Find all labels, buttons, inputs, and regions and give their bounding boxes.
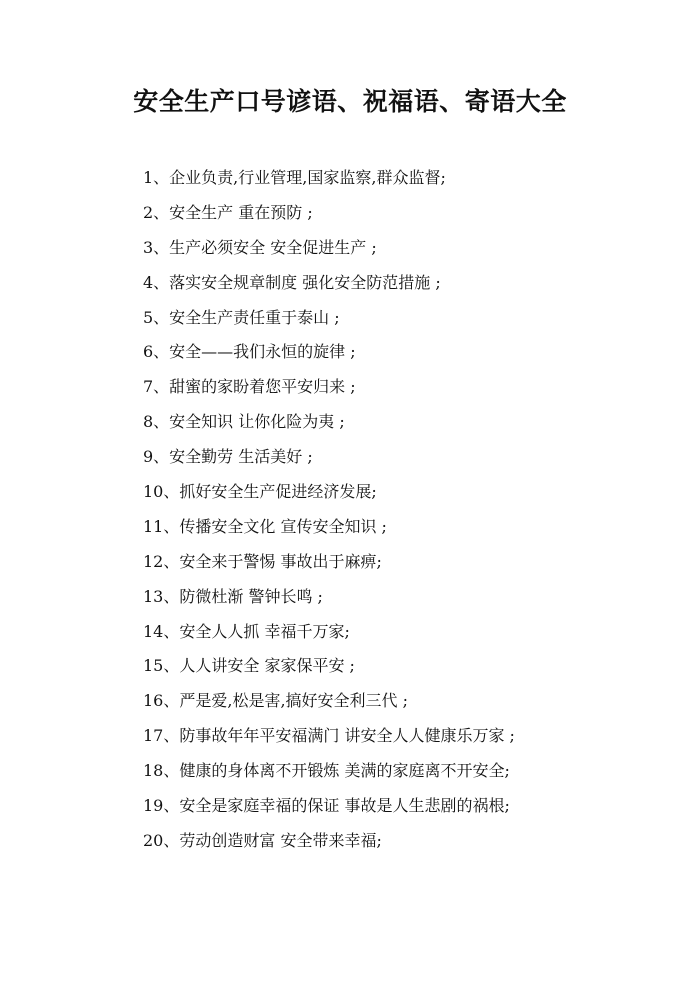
list-item: 4、落实安全规章制度 强化安全防范措施 ; bbox=[143, 272, 441, 292]
list-item: 14、安全人人抓 幸福千万家; bbox=[143, 621, 350, 641]
list-item: 13、防微杜渐 警钟长鸣 ; bbox=[143, 586, 323, 606]
list-item: 6、安全——我们永恒的旋律 ; bbox=[143, 342, 356, 362]
list-item: 8、安全知识 让你化险为夷 ; bbox=[143, 412, 345, 432]
slogan-list bbox=[143, 161, 683, 859]
list-item: 16、严是爱,松是害,搞好安全利三代 ; bbox=[143, 691, 409, 711]
list-item: 12、安全来于警惕 事故出于麻痹; bbox=[143, 551, 382, 571]
list-item: 5、安全生产责任重于泰山 ; bbox=[143, 307, 340, 327]
document-title: 安全生产口号谚语、祝福语、寄语大全 bbox=[133, 87, 567, 116]
list-item: 18、健康的身体离不开锻炼 美满的家庭离不开安全; bbox=[143, 761, 510, 781]
list-item: 1、企业负责,行业管理,国家监察,群众监督; bbox=[143, 168, 446, 187]
list-item: 7、甜蜜的家盼着您平安归来 ; bbox=[143, 377, 356, 397]
list-item: 19、安全是家庭幸福的保证 事故是人生悲剧的祸根; bbox=[143, 796, 510, 816]
list-item: 3、生产必须安全 安全促进生产 ; bbox=[143, 237, 377, 257]
list-item: 10、抓好安全生产促进经济发展; bbox=[143, 482, 377, 502]
list-item: 15、人人讲安全 家家保平安 ; bbox=[143, 656, 355, 676]
list-item: 20、劳动创造财富 安全带来幸福; bbox=[143, 830, 382, 850]
list-item: 11、传播安全文化 宣传安全知识 ; bbox=[143, 516, 387, 536]
list-item: 2、安全生产 重在预防 ; bbox=[143, 202, 313, 222]
list-item: 17、防事故年年平安福满门 讲安全人人健康乐万家 ; bbox=[143, 726, 515, 746]
list-item: 9、安全勤劳 生活美好 ; bbox=[143, 447, 313, 467]
